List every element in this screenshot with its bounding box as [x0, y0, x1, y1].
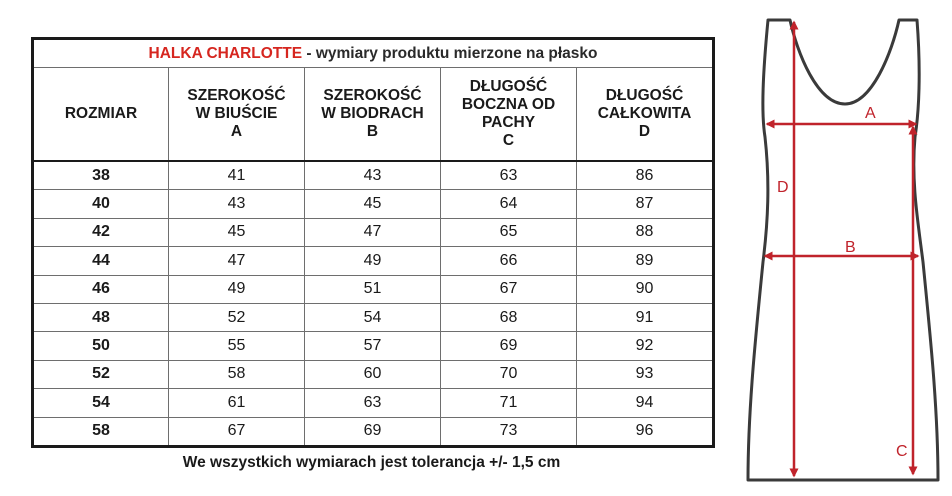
table-row: [33, 303, 714, 331]
measurement-cell: 61: [169, 389, 305, 417]
measurement-cell: 45: [169, 218, 305, 246]
size-cell: 46: [33, 275, 169, 303]
measurement-cell: 91: [577, 303, 714, 331]
size-cell: 42: [33, 218, 169, 246]
size-cell: 38: [33, 161, 169, 190]
measurement-cell: 60: [305, 360, 441, 388]
column-header-line: CAŁKOWITA: [597, 105, 692, 122]
measurement-cell: 43: [169, 190, 305, 218]
label-c: C: [896, 443, 908, 460]
measurement-cell: 49: [305, 247, 441, 275]
table-row: [33, 275, 714, 303]
column-header-line: PACHY: [481, 114, 536, 131]
measurement-cell: 87: [577, 190, 714, 218]
table-row: [33, 332, 714, 360]
table-row: [33, 389, 714, 417]
table-title-row: [33, 39, 714, 68]
measurement-cell: 47: [305, 218, 441, 246]
measurement-cell: 49: [169, 275, 305, 303]
size-cell: 58: [33, 417, 169, 446]
table-row: [33, 360, 714, 388]
column-header-line: W BIUŚCIE: [195, 105, 278, 122]
measurement-cell: 52: [169, 303, 305, 331]
column-header-row: [33, 68, 714, 162]
column-header-line: BOCZNA OD: [461, 96, 556, 113]
product-name: HALKA CHARLOTTE: [148, 44, 303, 62]
measurement-cell: 43: [305, 161, 441, 190]
column-header: [33, 68, 169, 162]
column-header-line: W BIODRACH: [321, 105, 424, 122]
dress-outline: [748, 20, 938, 480]
measurement-cell: 93: [577, 360, 714, 388]
measurement-cell: 63: [305, 389, 441, 417]
table-row: [33, 161, 714, 190]
column-header-line: A: [230, 123, 243, 140]
measurement-cell: 90: [577, 275, 714, 303]
table-row: [33, 190, 714, 218]
measurement-cell: 92: [577, 332, 714, 360]
measurement-cell: 57: [305, 332, 441, 360]
measurement-cell: 54: [305, 303, 441, 331]
tolerance-note: We wszystkich wymiarach jest tolerancja +/- 1,5 cm: [182, 454, 561, 471]
measurement-cell: 71: [441, 389, 577, 417]
measurement-cell: 69: [305, 417, 441, 446]
column-header-line: C: [502, 132, 515, 149]
measurement-cell: 55: [169, 332, 305, 360]
size-cell: 52: [33, 360, 169, 388]
column-header: [441, 68, 577, 162]
size-table: [31, 37, 715, 448]
measurement-cell: 67: [441, 275, 577, 303]
measurement-cell: 47: [169, 247, 305, 275]
column-header-line: SZEROKOŚĆ: [187, 87, 286, 104]
column-header-line: B: [366, 123, 379, 140]
measurement-cell: 51: [305, 275, 441, 303]
measurement-cell: 66: [441, 247, 577, 275]
label-b: B: [845, 239, 856, 256]
measurement-cell: 86: [577, 161, 714, 190]
measurement-cell: 70: [441, 360, 577, 388]
measurement-cell: 65: [441, 218, 577, 246]
measurement-cell: 58: [169, 360, 305, 388]
measurement-cell: 41: [169, 161, 305, 190]
column-header-line: DŁUGOŚĆ: [605, 87, 684, 104]
column-header-line: SZEROKOŚĆ: [323, 87, 422, 104]
measurement-cell: 89: [577, 247, 714, 275]
label-d: D: [777, 179, 789, 196]
size-cell: 44: [33, 247, 169, 275]
table-title: [33, 39, 714, 68]
measurement-cell: 73: [441, 417, 577, 446]
size-cell: 54: [33, 389, 169, 417]
column-header-line: D: [638, 123, 651, 140]
size-cell: 40: [33, 190, 169, 218]
table-row: [33, 417, 714, 446]
measurement-cell: 64: [441, 190, 577, 218]
table-row: [33, 218, 714, 246]
measurement-cell: 69: [441, 332, 577, 360]
column-header-line: ROZMIAR: [64, 105, 138, 122]
size-cell: 48: [33, 303, 169, 331]
table-row: [33, 247, 714, 275]
measurement-cell: 88: [577, 218, 714, 246]
dress-diagram: [735, 12, 940, 484]
measurement-cell: 67: [169, 417, 305, 446]
size-cell: 50: [33, 332, 169, 360]
label-a: A: [865, 105, 876, 122]
measurement-cell: 96: [577, 417, 714, 446]
column-header: [577, 68, 714, 162]
measurement-cell: 68: [441, 303, 577, 331]
measurement-cell: 63: [441, 161, 577, 190]
column-header-line: DŁUGOŚĆ: [469, 78, 548, 95]
measurement-cell: 45: [305, 190, 441, 218]
title-description: - wymiary produktu mierzone na płasko: [302, 44, 598, 62]
measurement-cell: 94: [577, 389, 714, 417]
column-header: [169, 68, 305, 162]
column-header: [305, 68, 441, 162]
